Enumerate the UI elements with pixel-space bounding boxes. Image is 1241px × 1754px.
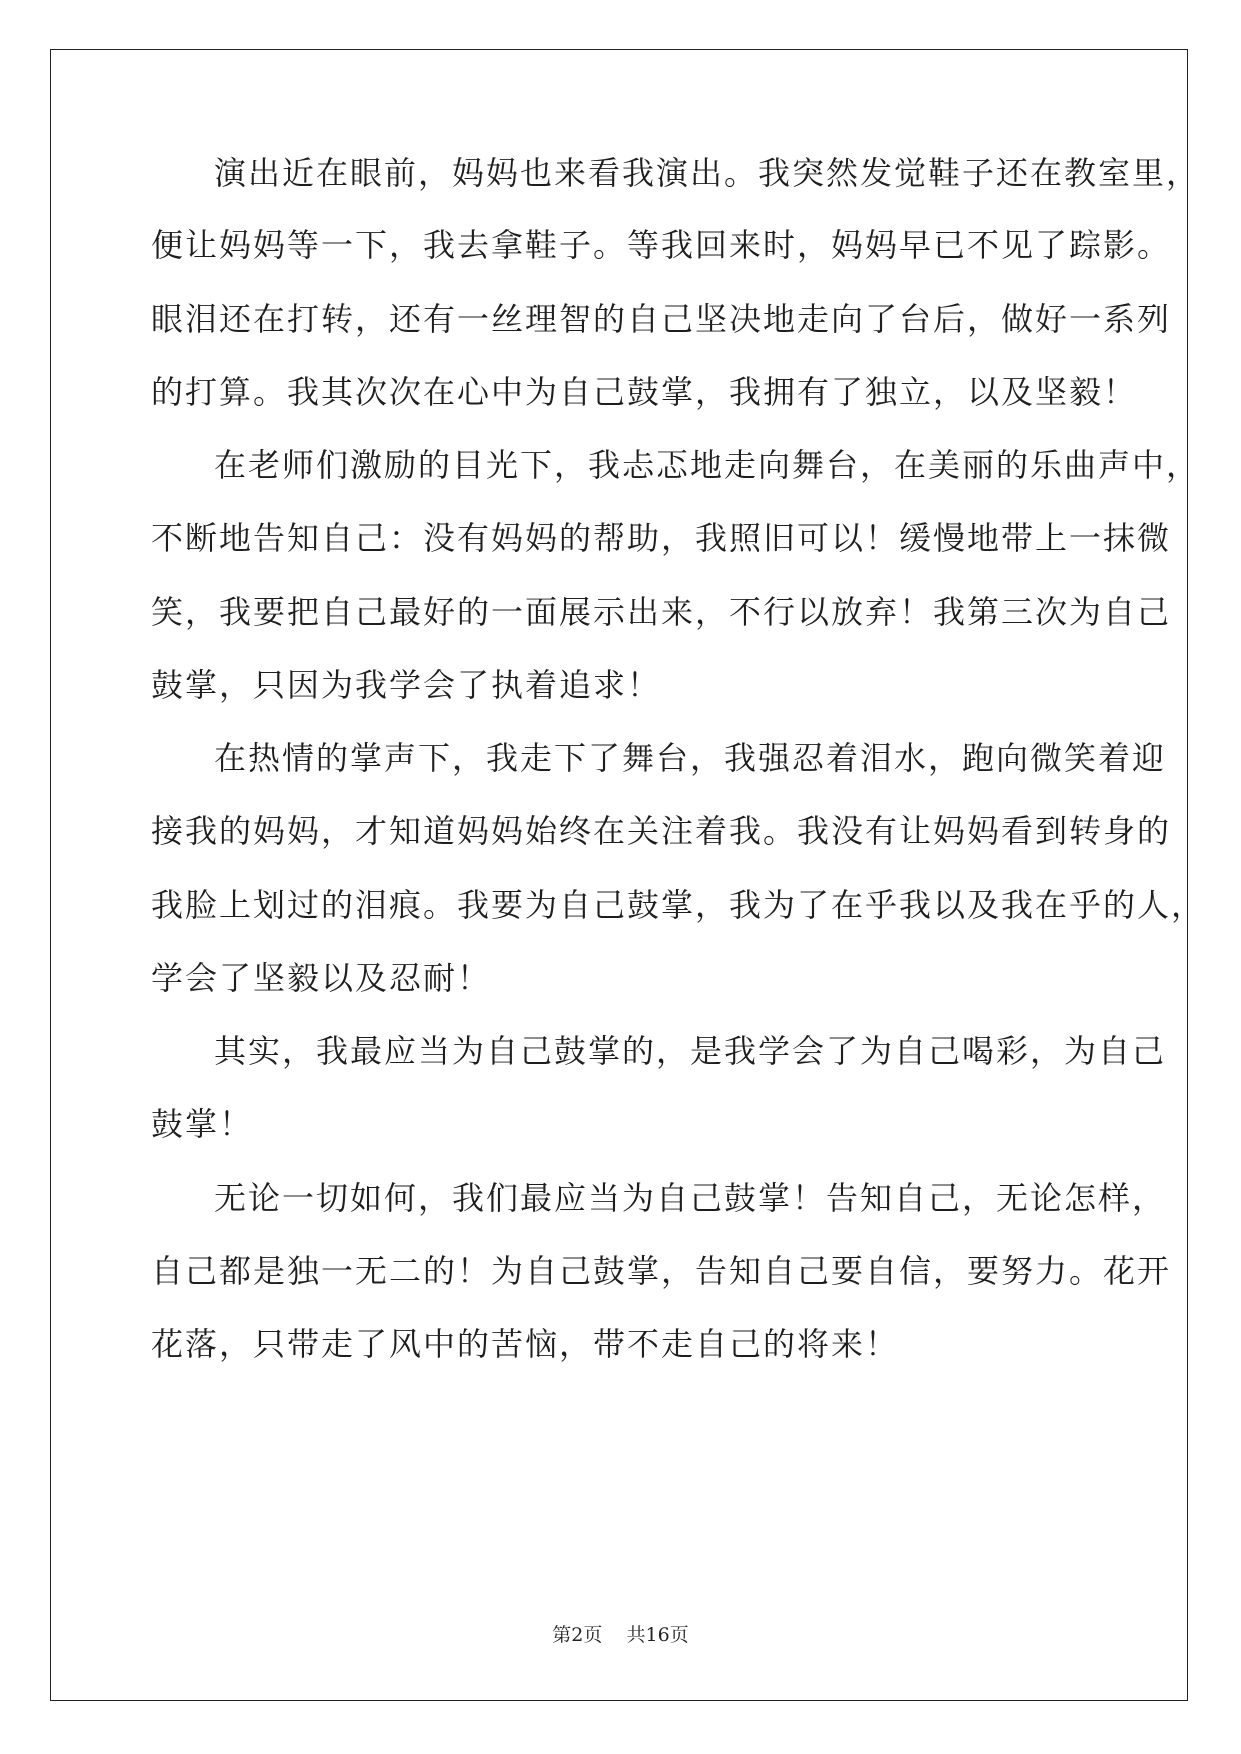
paragraph-3-line-2: 接我的妈妈，才知道妈妈始终在关注着我。我没有让妈妈看到转身的 xyxy=(151,812,1172,850)
paragraph-3-line-1: 在热情的掌声下，我走下了舞台，我强忍着泪水，跑向微笑着迎 xyxy=(214,739,1167,777)
paragraph-5-line-3: 花落，只带走了风中的苦恼，带不走自己的将来！ xyxy=(151,1325,900,1363)
paragraph-2-line-4: 鼓掌，只因为我学会了执着追求！ xyxy=(151,666,662,704)
paragraph-2-line-2: 不断地告知自己：没有妈妈的帮助，我照旧可以！缓慢地带上一抹微 xyxy=(151,519,1172,557)
page-number-total: 共16页 xyxy=(626,1624,689,1646)
paragraph-1-line-4: 的打算。我其次次在心中为自己鼓掌，我拥有了独立，以及坚毅！ xyxy=(151,373,1138,411)
page-number-current: 第2页 xyxy=(552,1624,603,1646)
page-border xyxy=(50,49,1188,1701)
paragraph-1-line-1: 演出近在眼前，妈妈也来看我演出。我突然发觉鞋子还在教室里， xyxy=(214,154,1201,192)
paragraph-4-line-2: 鼓掌！ xyxy=(151,1105,254,1143)
paragraph-3-line-4: 学会了坚毅以及忍耐！ xyxy=(151,959,492,997)
paragraph-3-line-3: 我脸上划过的泪痕。我要为自己鼓掌，我为了在乎我以及我在乎的人， xyxy=(151,886,1206,924)
page-footer xyxy=(0,1620,1241,1647)
paragraph-2-line-3: 笑，我要把自己最好的一面展示出来，不行以放弃！我第三次为自己 xyxy=(151,593,1172,631)
paragraph-2-line-1: 在老师们激励的目光下，我忐忑地走向舞台，在美丽的乐曲声中， xyxy=(214,446,1201,484)
paragraph-1-line-2: 便让妈妈等一下，我去拿鞋子。等我回来时，妈妈早已不见了踪影。 xyxy=(151,226,1172,264)
paragraph-5-line-2: 自己都是独一无二的！为自己鼓掌，告知自己要自信，要努力。花开 xyxy=(151,1252,1172,1290)
paragraph-4-line-1: 其实，我最应当为自己鼓掌的，是我学会了为自己喝彩，为自己 xyxy=(214,1032,1167,1070)
paragraph-1-line-3: 眼泪还在打转，还有一丝理智的自己坚决地走向了台后，做好一系列 xyxy=(151,300,1172,338)
paragraph-5-line-1: 无论一切如何，我们最应当为自己鼓掌！告知自己，无论怎样， xyxy=(214,1179,1167,1217)
